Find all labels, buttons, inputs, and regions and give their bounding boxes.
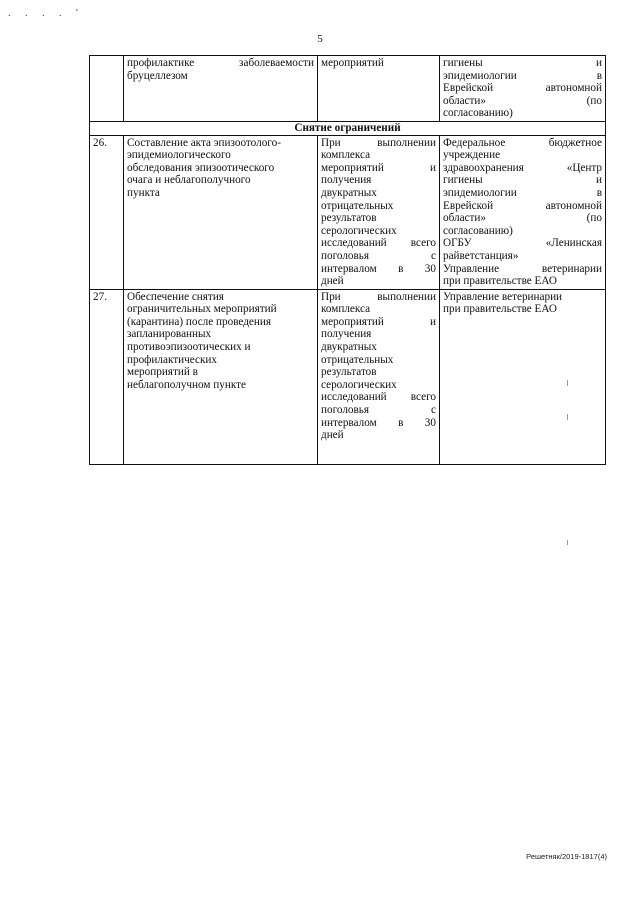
cell-line: противоэпизоотических и xyxy=(127,341,251,354)
cell-line: при правительстве ЕАО xyxy=(443,275,557,288)
cell-timing xyxy=(318,289,440,464)
cell-line: комплекса xyxy=(321,303,371,316)
cell-line: райветстанция» xyxy=(443,249,519,262)
cell-line: профилактике заболеваемости xyxy=(127,57,314,69)
cell-line: исследований всего xyxy=(321,237,436,250)
cell-line: интервалом в 30 xyxy=(321,262,436,275)
cell-line: двукратных xyxy=(321,186,377,199)
cell-line: исследований всего xyxy=(321,391,436,404)
cell-responsible xyxy=(440,289,606,464)
table-row xyxy=(90,135,606,289)
cell-line: согласованию) xyxy=(443,107,513,120)
cell-line: поголовья с xyxy=(321,249,436,262)
cell-line: двукратных xyxy=(321,341,377,354)
scan-marks: . . . . ' xyxy=(8,8,84,19)
cell-line: отрицательных xyxy=(321,353,394,366)
cell-line: области» (по xyxy=(443,94,602,107)
page-number: 5 xyxy=(317,33,323,45)
cell-line: Управление ветеринарии xyxy=(443,290,563,303)
table-row-continued xyxy=(90,56,606,122)
cell-line: Обеспечение снятия xyxy=(127,290,224,303)
cell-line: при правительстве ЕАО xyxy=(443,303,557,316)
measures-table xyxy=(89,55,606,465)
cell-measure xyxy=(124,56,318,122)
cell-line: мероприятий и xyxy=(321,161,436,174)
cell-line: бруцеллезом xyxy=(127,69,188,82)
cell-line: обследования эпизоотического xyxy=(127,161,275,174)
cell-line: серологических xyxy=(321,224,397,237)
cell-line: дней xyxy=(321,275,344,288)
cell-line: гигиены и xyxy=(443,57,602,69)
cell-line: здравоохранения «Центр xyxy=(443,161,602,174)
table-row xyxy=(90,289,606,464)
cell-line: Еврейской автономной xyxy=(443,199,602,212)
scan-speck xyxy=(567,414,568,420)
section-header-row xyxy=(90,121,606,135)
cell-line: очага и неблагополучного xyxy=(127,174,251,187)
cell-line: эпидемиологии в xyxy=(443,69,602,82)
cell-line: ОГБУ «Ленинская xyxy=(443,237,602,250)
cell-line: При выполнении xyxy=(321,136,436,149)
cell-measure xyxy=(124,289,318,464)
cell-line: области» (по xyxy=(443,212,602,225)
document-stamp: Решетняк/2019-1817(4) xyxy=(526,852,607,861)
cell-line: комплекса xyxy=(321,149,371,162)
cell-line: мероприятий xyxy=(321,57,384,69)
cell-line: При выполнении xyxy=(321,290,436,303)
cell-line: неблагополучном пункте xyxy=(127,378,247,391)
cell-line: согласованию) xyxy=(443,224,513,237)
cell-timing xyxy=(318,56,440,122)
cell-line: получения xyxy=(321,328,372,341)
cell-line: пункта xyxy=(127,186,160,199)
cell-line: дней xyxy=(321,429,344,442)
scan-speck xyxy=(567,540,568,545)
row-number: 26. xyxy=(90,135,124,289)
cell-line: получения xyxy=(321,174,372,187)
cell-line: запланированных xyxy=(127,328,212,341)
cell-responsible xyxy=(440,135,606,289)
cell-line: профилактических xyxy=(127,353,217,366)
cell-line: Управление ветеринарии xyxy=(443,262,602,275)
cell-line: серологических xyxy=(321,378,397,391)
cell-timing xyxy=(318,135,440,289)
cell-line: результатов xyxy=(321,366,377,379)
cell-line: Составление акта эпизоотолого- xyxy=(127,136,281,149)
cell-line: ограничительных мероприятий xyxy=(127,303,277,316)
cell-line: поголовья с xyxy=(321,404,436,417)
cell-line: результатов xyxy=(321,212,377,225)
cell-line: Еврейской автономной xyxy=(443,82,602,95)
cell-line: эпидемиологии в xyxy=(443,186,602,199)
cell-measure xyxy=(124,135,318,289)
cell-line: интервалом в 30 xyxy=(321,416,436,429)
row-number: 27. xyxy=(90,289,124,464)
cell-line: (карантина) после проведения xyxy=(127,315,272,328)
cell-line: Федеральное бюджетное xyxy=(443,136,602,149)
cell-line: учреждение xyxy=(443,149,501,162)
scan-speck xyxy=(567,380,568,386)
section-title: Снятие ограничений xyxy=(90,121,606,135)
cell-line: эпидемиологического xyxy=(127,149,231,162)
cell-line: отрицательных xyxy=(321,199,394,212)
cell-line: гигиены и xyxy=(443,174,602,187)
cell-responsible xyxy=(440,56,606,122)
cell-line: мероприятий в xyxy=(127,366,198,379)
cell-num xyxy=(90,56,124,122)
cell-line: мероприятий и xyxy=(321,315,436,328)
